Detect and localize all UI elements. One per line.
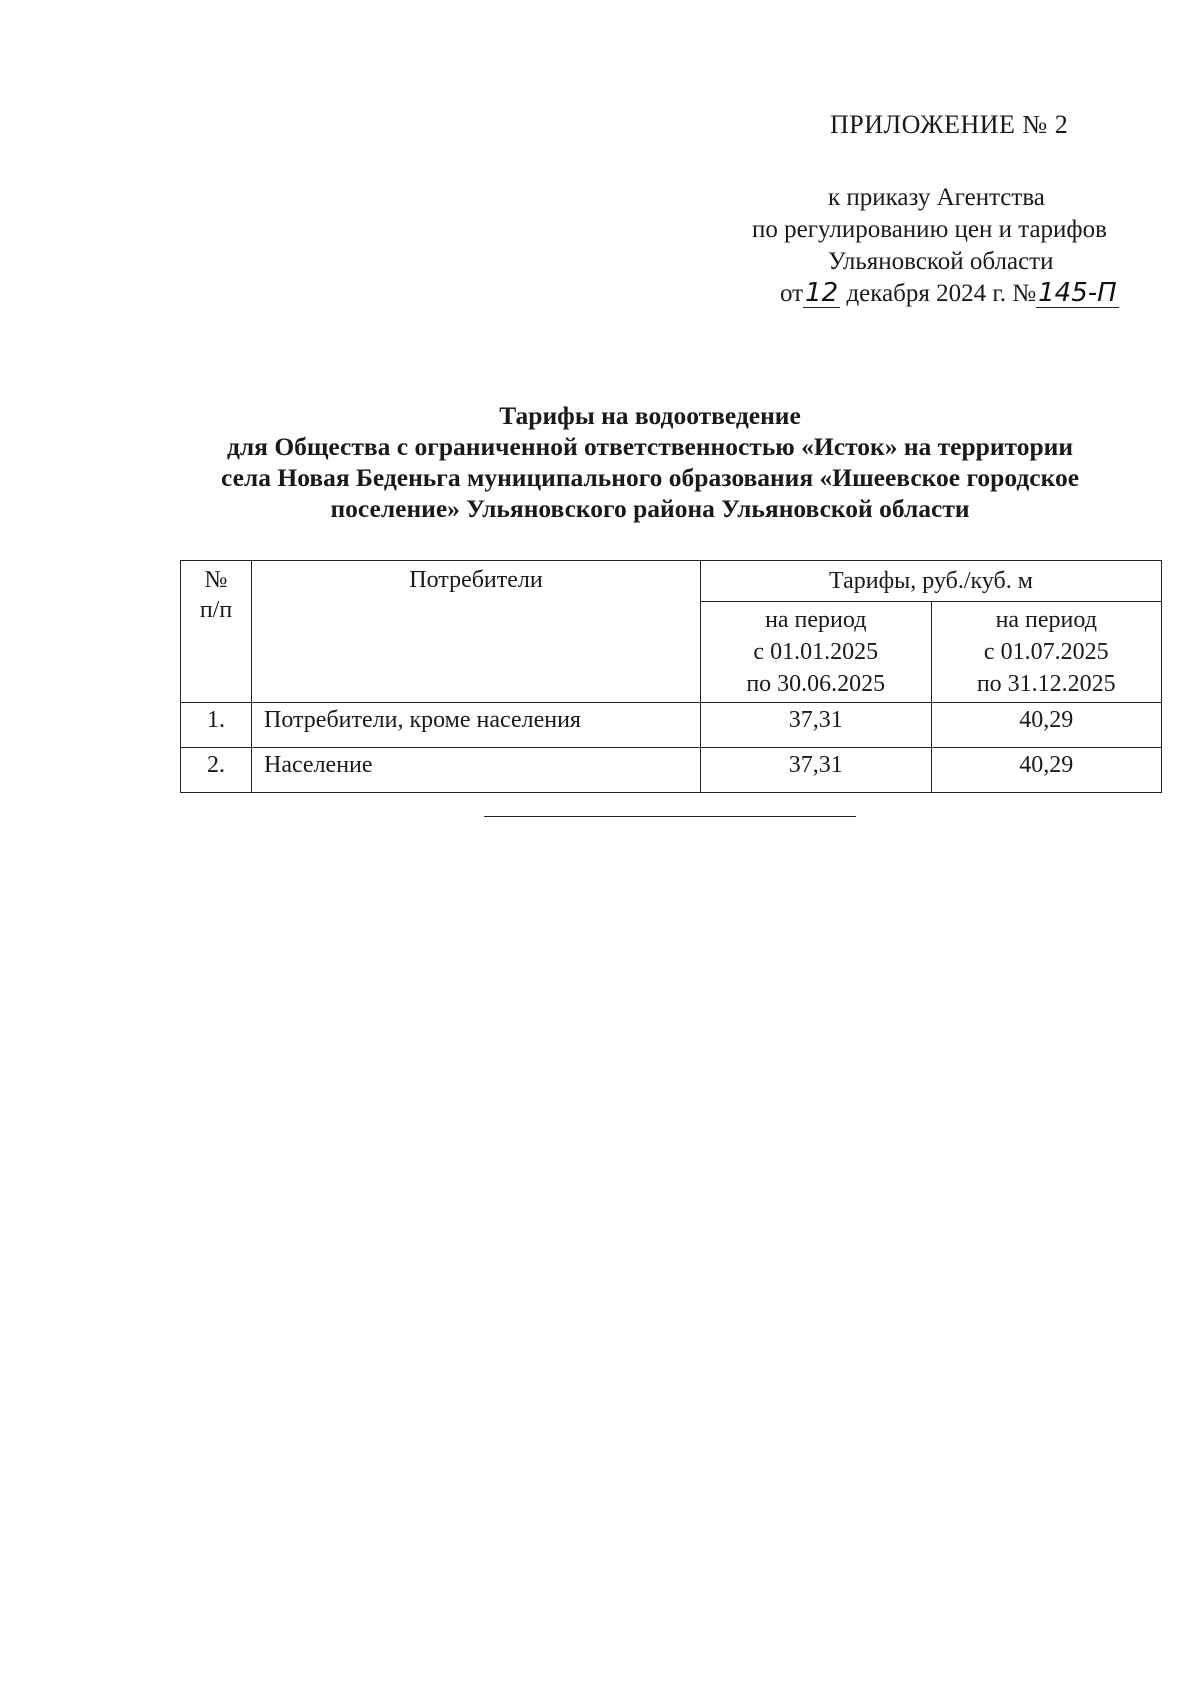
title-line: Тарифы на водоотведение <box>499 401 801 430</box>
row-tariff-period-1: 37,31 <box>701 703 932 748</box>
period-end: по 30.06.2025 <box>746 671 886 697</box>
period-start: с 01.07.2025 <box>983 639 1109 665</box>
date-prefix: от <box>780 280 804 307</box>
title-line: села Новая Беденьга муниципального образования «Ишеевское городское <box>220 463 1080 492</box>
header-num-abbr: п/п <box>199 597 233 623</box>
header-num <box>181 561 252 703</box>
row-tariff-period-2: 40,29 <box>931 748 1162 793</box>
order-reference-line: Ульяновской области <box>828 248 1054 275</box>
handwritten-order-number: 145-П <box>1038 278 1117 308</box>
order-reference-line: к приказу Агентства <box>828 184 1045 211</box>
date-rest: декабря 2024 г. № <box>846 280 1037 307</box>
table-row <box>181 748 1162 793</box>
header-num-symbol: № <box>204 567 228 593</box>
period-end: по 31.12.2025 <box>976 671 1116 697</box>
table-row <box>181 703 1162 748</box>
period-start: с 01.01.2025 <box>753 639 879 665</box>
title-line: поселение» Ульяновского района Ульяновской области <box>330 494 970 523</box>
row-tariff-period-2: 40,29 <box>931 703 1162 748</box>
closing-rule <box>484 816 856 817</box>
title-line: для Общества с ограниченной ответственностью «Исток» на территории <box>226 432 1074 461</box>
header-period-2 <box>931 602 1162 703</box>
period-label: на период <box>765 607 867 633</box>
handwritten-date-day: 12 <box>805 278 839 308</box>
tariffs-table <box>180 560 1162 793</box>
order-date-line <box>780 278 1119 310</box>
appendix-title: ПРИЛОЖЕНИЕ № 2 <box>830 110 1069 139</box>
header-consumers: Потребители <box>252 561 701 703</box>
header-tariffs: Тарифы, руб./куб. м <box>701 561 1162 602</box>
header-period-1 <box>701 602 932 703</box>
row-tariff-period-1: 37,31 <box>701 748 932 793</box>
row-consumer-name: Население <box>252 748 701 793</box>
table-header-row <box>181 561 1162 602</box>
row-consumer-name: Потребители, кроме населения <box>252 703 701 748</box>
order-reference-line: по регулированию цен и тарифов <box>752 216 1107 243</box>
period-label: на период <box>995 607 1097 633</box>
row-number: 1. <box>181 703 252 748</box>
row-number: 2. <box>181 748 252 793</box>
document-title <box>150 400 1150 524</box>
